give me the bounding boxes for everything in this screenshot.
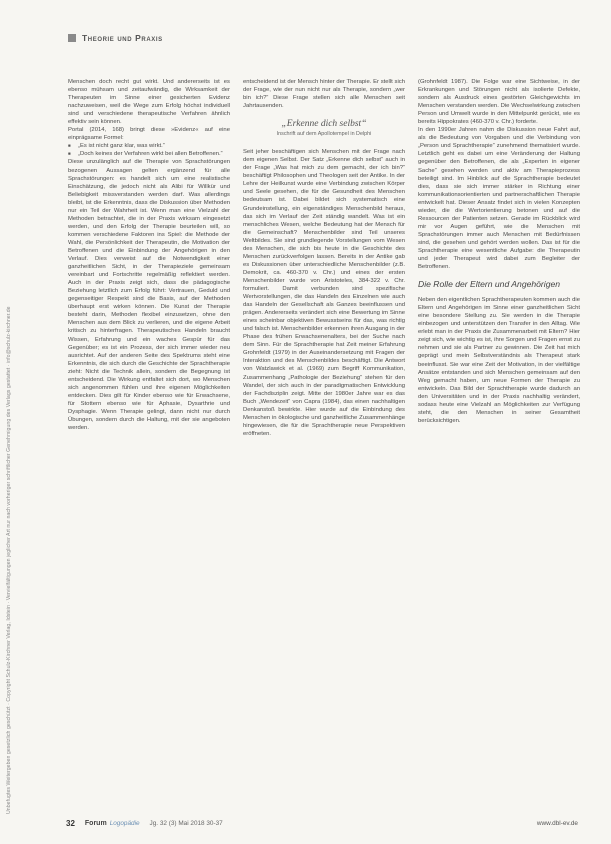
copyright-note: Unbefugtes Weitergeben gesetzlich geschützt · Copyright Schulz-Kirchner Verlag, Idstein · Vervielfältigungen jeglicher Art nur nach vorheriger schriftlicher Genehmigung des Verlags gestattet · info@schulz-kirchner.de (6, 306, 12, 814)
text-column-2 (243, 78, 405, 438)
pull-quote (243, 118, 405, 138)
paragraph: entscheidend ist der Mensch hinter der Therapie. Er stellt sich der Frage, wie der nun nicht nur als Therapie, sondern „wer bin ich?“ Diese Frage stellen sich alle Menschen seit Jahrtausenden. (243, 79, 405, 110)
issue-info: Jg. 32 (3) Mai 2018 30-37 (149, 819, 223, 827)
footer-url[interactable]: www.dbl-ev.de (536, 819, 578, 827)
section-title: Theorie und Praxis (82, 33, 163, 43)
section-subheading: Die Rolle der Eltern und Angehörigen (418, 279, 561, 290)
paragraph: Portal (2014, 168) bringt diese »Evidenz« auf eine einprägsame Formel: (68, 127, 230, 142)
header-square-icon (68, 34, 76, 42)
paragraph: (Grohnfeldt 1987). Die Folge war eine Sichtweise, in der Erkrankungen und Störungen nicht als isolierte Defekte, sondern als Ausdruck eines gestörten Gleichgewichts im Menschen verstanden werden. Die Wechselwirkung zwischen Person und Umwelt wurde in den Mittelpunkt gerückt, wie es bereits Hippokrates (460-370 v. Chr.) forderte. (418, 79, 580, 126)
paragraph: Neben den eigentlichen Sprachtherapeuten kommen auch die Eltern und Angehörigen im Sinne einer ganzheitlichen Sicht eine besondere Stellung zu. Sie werden in die Therapie einbezogen und unterstützen den Transfer in den Alltag. Wie erlebt man in der Praxis die Zusammenarbeit mit Eltern? Hier zeigt sich, wie wichtig es ist, ihre Sorgen und Fragen ernst zu nehmen und sie als Partner zu gewinnen. Die Zeit hat mich geprägt und mein Selbstverständnis als Therapeut stark beeinflusst. Sie war eine Zeit der Motivation, in der vielfältige Ansätze entstanden und sich Menschen gemeinsam auf den Weg gemacht haben, um neue Formen der Therapie zu entwickeln. Das Bild der Sprachtherapie wurde dadurch an den Universitäten und in der Praxis nachhaltig verändert, sodass heute eine Vielzahl an Möglichkeiten zur Verfügung steht, die den Menschen in seiner Gesamtheit berücksichtigen. (418, 297, 580, 424)
text-column-1 (68, 78, 230, 432)
paragraph: Seit jeher beschäftigen sich Menschen mit der Frage nach dem eigenen Selbst. Der Satz „Erkenne dich selbst“ auch in der Frage „Was hat mich zu dem gemacht, der ich bin?“ beschäftigt Philosophen und Theologen seit der Antike. In der Lehre der Heilkunst wurde eine Verbindung zwischen Körper und Seele gesehen, die für die Gesundheit des Menschen bedeutsam ist. Dabei bildet sich systematisch eine Grundeinstellung, ein eigenständiges Menschenbild heraus, das sich im Verlauf der Zeit ständig wandelt. Was ist ein menschliches Wesen, welche Bedeutung hat der Mensch für die Gemeinschaft? Menschenbilder sind Teil unseres Weltbildes. Sie sind grundlegende Vorstellungen vom Wesen des Menschen, die sich bis heute in die Geschichte des Menschen zurückverfolgen lassen. Bereits in der Antike gab es Diskussionen über unterschiedliche Menschenbilder (z.B. Demokrit, ca. 460-370 v. Chr.) und eines der ersten Menschenbilder wurde von Aristoteles, 384-322 v. Chr. formuliert. Damit verbunden sind spezifische Wertvorstellungen, die das Handeln des Einzelnen wie auch das Handeln der Gesellschaft als Ganzes beeinflussen und prägen. Andererseits verändert sich eine Bewertung im Sinne eines scheinbar objektiven Bewusstseins für das, was richtig und falsch ist. Menschenbilder erkennen ihren Ausgang in der Phase des frühen Erwachsenenalters, bei der Suche nach dem Sinn. Für die Sprachtherapie hat Zeit meiner Erfahrung Grohnfeldt (1979) in der Auseinandersetzung mit Fragen der Interaktion und des Menschenbildes beschäftigt. Die Antwort von Watzlawick et al. (1969) zum Begriff Kommunikation, Zusammenhang „Pathologie der Beziehung“ stehen für den Wandel, der sich auch in der paradigmatischen Entwicklung der Fachdisziplin zeigt. Mitte der 1980er Jahre war es das Buch „Wendezeit“ von Capra (1984), das einen nachhaltigen Denkanstoß bewirkte. Hier wurde auf die Einbindung des Menschen in ökologische und ganzheitliche Zusammenhänge hingewiesen, die für die Sprachtherapie neue Perspektiven eröffneten. (243, 149, 405, 437)
quote-source: Inschrift auf dem Apollotempel in Delphi (276, 131, 372, 138)
page-footer (66, 818, 578, 828)
quote-title: „Erkenne dich selbst“ (281, 119, 367, 130)
journal-brand-sub: Logopädie (109, 819, 140, 827)
page-number: 32 (66, 818, 75, 828)
journal-brand: Forum (84, 819, 107, 827)
running-header (68, 30, 578, 46)
bullet-item: ■ „Doch keines der Verfahren wirkt bei allen Betroffenen.“ (68, 150, 230, 158)
bullet-list (68, 142, 230, 158)
text-column-3 (418, 78, 580, 425)
paragraph: In den 1990er Jahren nahm die Diskussion neue Fahrt auf, als die Bedeutung von Vorgaben und die Verbindung von „Person und Sprachtherapie“ zunehmend thematisiert wurde. Letztlich geht es dabei um eine Veränderung der Haltung gegenüber den Betroffenen, die als „Experten in eigener Sache“ gesehen werden und aktiv am Therapieprozess beteiligt sind. Im Hinblick auf die Sprachtherapie bedeutet dies, dass sie sich immer stärker in Richtung einer kommunikationsorientierten und partnerschaftlichen Therapie entwickelt hat. Dieser Ansatz findet sich in vielen Konzepten wieder, die die Wertorientierung betonen und auf die Ressourcen der Patienten setzen. Gerade im Rückblick wird mir vor Augen geführt, wie die Menschen mit Sprachstörungen immer auch Menschen mit Bedürfnissen sind, die gesehen und gehört werden wollen. Das ist für die Sprachtherapie eine wesentliche Aufgabe: die Therapeutin und jeder Therapeut wird dabei zum Begleiter der Betroffenen. (418, 127, 580, 271)
paragraph: Diese unzulänglich auf die Therapie von Sprachstörungen bezogenen Aussagen gelten ergänzend für alle Sprachstörungen: es handelt sich um eine realistische Einschätzung, die jedoch nicht als Alibi für Willkür und Beliebigkeit missverstanden werden darf. Was allerdings bleibt, ist die Erkenntnis, dass die Diskussion über Methoden nur ein Teil der Wahrheit ist. Wenn man eine Vielzahl der Methoden betrachtet, die in der Praxis wirksam eingesetzt werden, und den Erfolg der Therapie beurteilen will, so kommen verschiedene Faktoren ins Spiel: die Methode der Wahl, die Persönlichkeit der Therapeutin, die Motivation der Betroffenen und die Einbindung der Angehörigen in den Verlauf. Dies verweist auf die Notwendigkeit einer ganzheitlichen Sicht, in der Therapieziele gemeinsam vereinbart und Fortschritte regelmäßig reflektiert werden. Auch in der Praxis zeigt sich, dass die pädagogische Beziehung letztlich zum Erfolg führt: Vertrauen, Geduld und gegenseitiger Respekt sind die Basis, auf der Methoden überhaupt erst wirken können. Die Kunst der Therapie besteht darin, Methoden flexibel einzusetzen, ohne den Menschen aus dem Blick zu verlieren, und die eigene Arbeit kritisch zu hinterfragen. Therapeutisches Handeln braucht Wissen, Erfahrung und ein waches Gespür für das Gegenüber; es ist ein Prozess, der sich immer wieder neu ausrichtet. Auf der anderen Seite des Spektrums steht eine Erkenntnis, die sich durch die Geschichte der Sprachtherapie zieht: Nicht die Technik allein, sondern die Begegnung ist entscheidend. Die Wirkung entfaltet sich dort, wo Menschen sich angenommen fühlen und ihre eigenen Möglichkeiten entdecken. Dies gilt für Kinder ebenso wie für Erwachsene, für Stottern ebenso wie für Aphasie, Dysarthrie und Dysphagie. Wenn Therapie gelingt, dann nicht nur durch Übungen, sondern durch die Haltung, mit der sie angeboten werden. (68, 159, 230, 432)
bullet-item: ■ „Es ist nicht ganz klar, was wirkt.“ (68, 142, 230, 150)
paragraph: Menschen doch recht gut wirkt. Und andererseits ist es ebenso mühsam und zeitaufwändig, die Wirksamkeit der Therapeuten im Sinne einer gesicherten Evidenz nachzuweisen, weil die Wege zum Erfolg höchst individuell sind und verschiedene therapeutische Verfahren ähnlich effektiv sein können. (68, 79, 230, 126)
